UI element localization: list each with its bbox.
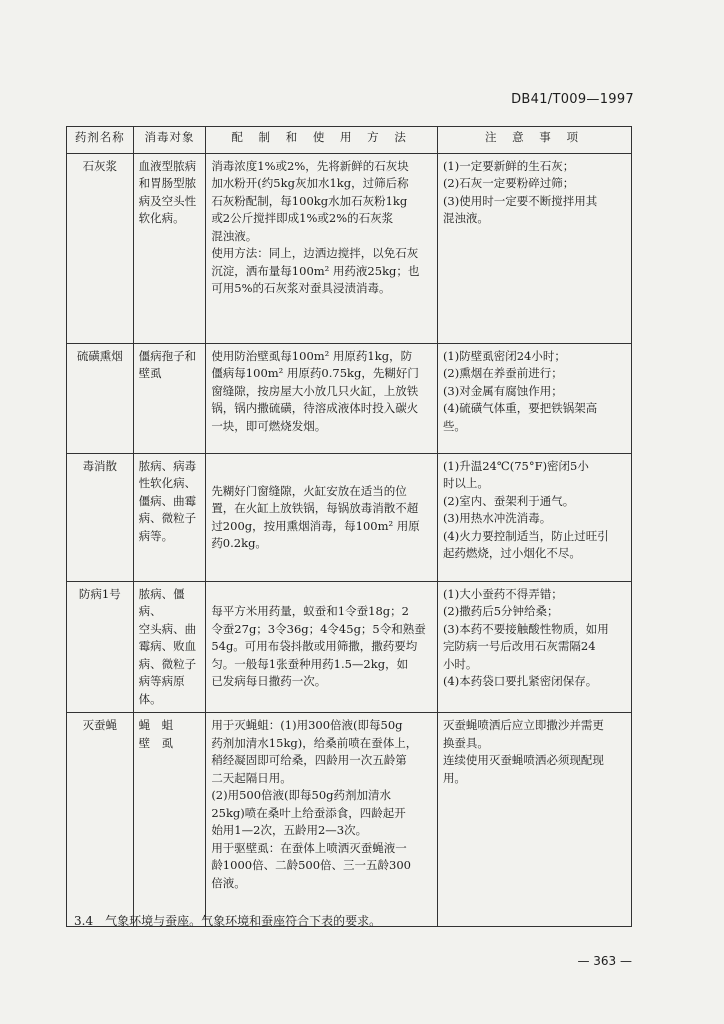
note-line: (4)火力要控制适当，防止过旺引 <box>442 528 609 543</box>
method-line: 可用5%的石灰浆对蚕具浸渍消毒。 <box>211 281 391 296</box>
method-line: 倍液。 <box>211 875 246 890</box>
method-line: 匀。一般每1张蚕种用药1.5—2kg，如 <box>211 656 409 671</box>
method-line: 用于驱壁虱：在蚕体上喷洒灭蚕蝇液一 <box>211 840 407 855</box>
note-line: 时以上。 <box>442 476 489 491</box>
target-line: 病等。 <box>138 528 174 543</box>
notes-cell <box>437 154 631 344</box>
method-line: 僵病每100m² 用原药0.75kg，先糊好门 <box>211 366 419 381</box>
target-line: 脓病、病毒 <box>138 459 197 473</box>
target-cell <box>133 582 206 713</box>
note-line: 连续使用灭蚕蝇喷洒必须现配现 <box>442 753 604 768</box>
method-cell <box>206 154 438 344</box>
method-line: 混浊液。 <box>211 228 258 243</box>
header-agent-name: 药剂名称 <box>67 127 134 154</box>
method-cell <box>206 454 438 582</box>
target-line: 霉病、败血 <box>138 639 197 654</box>
method-line: 25kg)喷在桑叶上给蚕添食，四龄起开 <box>211 805 406 820</box>
method-line: 先糊好门窗缝隙，火缸安放在适当的位 <box>211 483 407 498</box>
note-line: 小时。 <box>442 656 478 671</box>
target-line: 壁 虱 <box>138 735 174 750</box>
method-cell <box>206 713 438 927</box>
disinfectant-table <box>66 126 632 927</box>
page-number: — 363 — <box>577 954 632 968</box>
note-line: (2)撒药后5分钟给桑； <box>442 604 559 619</box>
note-line: (3)用热水冲洗消毒。 <box>442 511 552 526</box>
target-line: 僵病孢子和 <box>138 349 197 363</box>
agent-name: 石灰浆 <box>67 154 134 344</box>
note-line: 些。 <box>442 418 466 433</box>
method-line: 沉淀，洒布量每100m² 用药液25kg；也 <box>211 263 420 278</box>
method-line: 始用1—2次，五龄用2—3次。 <box>211 823 368 838</box>
target-line: 病及空头性 <box>138 193 197 208</box>
note-line: (3)使用时一定要不断搅拌用其 <box>442 193 598 208</box>
method-line: 锅，锅内撒硫磺，待溶成液体时投入碳火 <box>211 401 419 416</box>
target-line: 病、微粒子 <box>138 511 197 526</box>
method-line: 龄1000倍、二龄500倍、三一五龄300 <box>211 858 411 873</box>
method-line: 每平方米用药量，蚁蚕和1令蚕18g；2 <box>211 604 409 619</box>
header-notes: 注 意 事 项 <box>437 127 631 154</box>
method-line: 二天起隔日用。 <box>211 770 292 785</box>
header-method: 配 制 和 使 用 方 法 <box>206 127 438 154</box>
target-cell <box>133 344 206 454</box>
note-line: (2)石灰一定要粉碎过筛； <box>442 176 575 191</box>
method-line: 加水粉开(约5kg灰加水1kg，过筛后称 <box>211 176 409 191</box>
target-cell <box>133 713 206 927</box>
note-line: 起药燃烧，过小烟化不尽。 <box>442 546 581 561</box>
target-cell <box>133 454 206 582</box>
target-line: 壁虱 <box>138 366 162 381</box>
agent-name: 毒消散 <box>67 454 134 582</box>
method-line: 置，在火缸上放铁锅，每锅放毒消散不超 <box>211 501 419 516</box>
target-line: 病、微粒子 <box>138 656 197 671</box>
method-line: 用于灭蝇蛆：(1)用300倍液(即每50g <box>211 718 403 733</box>
method-line: 过200g，按用熏烟消毒，每100m² 用原 <box>211 518 420 533</box>
method-line: 54g。可用布袋抖散或用筛撒，撒药要均 <box>211 639 418 654</box>
note-line: (3)本药不要接触酸性物质，如用 <box>442 621 609 636</box>
target-line: 体。 <box>138 691 162 706</box>
table-row <box>67 713 632 927</box>
method-line: 令蚕27g；3令36g；4令45g；5令和熟蚕 <box>211 621 426 636</box>
header-target: 消毒对象 <box>133 127 206 154</box>
method-line: 使用防治壁虱每100m² 用原药1kg，防 <box>211 349 413 363</box>
target-line: 脓病、僵病、 <box>138 587 185 619</box>
note-line: 换蚕具。 <box>442 735 489 750</box>
method-line: 消毒浓度1%或2%，先将新鲜的石灰块 <box>211 159 409 173</box>
table-row <box>67 454 632 582</box>
note-line: (1)一定要新鲜的生石灰； <box>442 159 575 173</box>
notes-cell <box>437 582 631 713</box>
agent-name: 防病1号 <box>67 582 134 713</box>
table-header-row <box>67 127 632 154</box>
target-line: 蝇 蛆 <box>138 718 174 733</box>
note-line: 混浊液。 <box>442 211 489 226</box>
target-line: 空头病、曲 <box>138 621 197 636</box>
method-line: 石灰粉配制，每100kg水加石灰粉1kg <box>211 193 408 208</box>
method-cell <box>206 582 438 713</box>
target-line: 性软化病、 <box>138 476 197 491</box>
notes-cell <box>437 713 631 927</box>
method-line: 一块，即可燃烧发烟。 <box>211 418 327 433</box>
method-cell <box>206 344 438 454</box>
note-line: (2)熏烟在养蚕前进行； <box>442 366 563 381</box>
method-line: 药0.2kg。 <box>211 535 267 550</box>
agent-name: 灭蚕蝇 <box>67 713 134 927</box>
standard-code: DB41/T009—1997 <box>511 92 634 107</box>
notes-cell <box>437 454 631 582</box>
note-line: (4)本药袋口要扎紧密闭保存。 <box>442 674 598 689</box>
note-line: 灭蚕蝇喷洒后应立即撒沙并需更 <box>442 718 604 733</box>
note-line: (1)防壁虱密闭24小时； <box>442 349 566 363</box>
method-line: 稍经凝固即可给桑，四龄用一次五龄第 <box>211 753 407 768</box>
method-line: 药剂加清水15kg)，给桑前喷在蚕体上， <box>211 735 418 750</box>
target-line: 血液型脓病 <box>138 159 197 173</box>
target-line: 僵病、曲霉 <box>138 493 197 508</box>
section-note: 3.4 气象环境与蚕座。气象环境和蚕座符合下表的要求。 <box>74 914 382 928</box>
method-line: 窗缝隙，按房屋大小放几只火缸，上放铁 <box>211 383 419 398</box>
note-line: (3)对金属有腐蚀作用； <box>442 383 563 398</box>
note-line: 完防病一号后改用石灰需隔24 <box>442 639 596 654</box>
notes-cell <box>437 344 631 454</box>
target-cell <box>133 154 206 344</box>
note-line: 用。 <box>442 770 466 785</box>
table-row <box>67 344 632 454</box>
method-line: (2)用500倍液(即每50g药剂加清水 <box>211 788 392 803</box>
table-row <box>67 582 632 713</box>
target-line: 软化病。 <box>138 211 185 226</box>
note-line: (4)硫磺气体重，要把铁锅架高 <box>442 401 598 416</box>
note-line: (1)升温24℃(75°F)密闭5小 <box>442 459 589 473</box>
note-line: (1)大小蚕药不得弄错； <box>442 587 563 601</box>
method-line: 已发病每日撒药一次。 <box>211 674 327 689</box>
agent-name: 硫磺熏烟 <box>67 344 134 454</box>
note-line: (2)室内、蚕架利于通气。 <box>442 493 575 508</box>
method-line: 使用方法：同上，边洒边搅拌，以免石灰 <box>211 246 419 261</box>
target-line: 病等病原 <box>138 674 185 689</box>
table-row <box>67 154 632 344</box>
method-line: 或2公斤搅拌即成1%或2%的石灰浆 <box>211 211 394 226</box>
target-line: 和胃肠型脓 <box>138 176 197 191</box>
